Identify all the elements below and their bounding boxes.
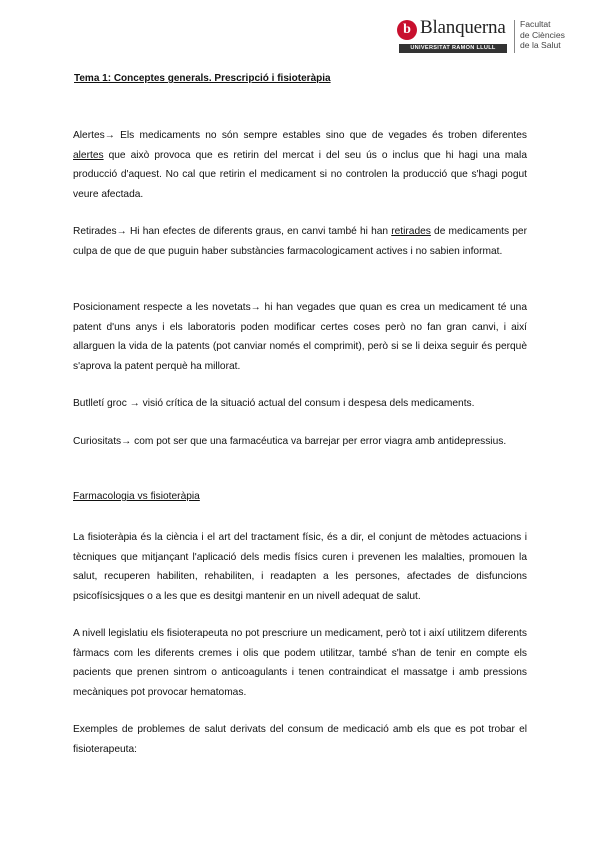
paragraph-curiositats: Curiositats→ com pot ser que una farmacéutica va barrejar per error viagra amb antidepressius. <box>73 436 507 447</box>
paragraph-examples: Exemples de problemes de salut derivats del consum de medicació amb els que es pot trobar el fisioterapeuta: <box>73 724 527 755</box>
paragraph-posicionament: Posicionament respecte a les novetats→ hi han vegades que quan es crea un medicament té una patent d'uns anys i els laboratoris poden modificar certes coses però no fan gran canvi, i així allarguen la vida de la patents (pot canviar només el comprimit), però si se li deixa seguir és perquè s'aprova la patent perquè ha millorat. <box>73 302 527 372</box>
paragraph-butlleti: Butlletí groc → visió crítica de la situació actual del consum i despesa dels medicaments. <box>73 398 475 409</box>
faculty-line: Facultat <box>520 19 551 29</box>
page-title: Tema 1: Conceptes generals. Prescripció i fisioteràpia <box>74 73 331 84</box>
alertes-term: alertes <box>73 149 104 161</box>
text: Alertes→ Els medicaments no són sempre estables sino que de vegades és troben diferentes <box>73 130 527 141</box>
brand-name: Blanquerna <box>420 17 506 38</box>
faculty-line: de la Salut <box>520 40 561 50</box>
text: que això provoca que es retirin del mercat i del seu ús o inclus que hi hagi una mala producció d'aquest. No cal que retirin el medicament si no controlen la producció que s'hagi pogut veure afectada. <box>73 149 527 200</box>
text: de medicaments per culpa de que de que puguin haber substàncies farmacologicament actives i no sabien informat. <box>73 226 527 257</box>
paragraph-alertes <box>73 126 527 204</box>
faculty-line: de Ciències <box>520 29 565 40</box>
text: Retirades→ Hi han efectes de diferents graus, en canvi també hi han <box>73 226 392 237</box>
blanquerna-logo <box>397 18 577 56</box>
faculty-label <box>520 19 565 51</box>
paragraph-legal: A nivell legislatiu els fisioterapeuta no pot prescriure un medicament, però tot i així utilitzem diferents fàrmacs com les diferents cremes i olis que podem utilitzar, també s'han de tenir en compte els pacients que prenen sintrom o anticoagulants i tenen contraindicat el massatge i amb pressions mecàniques pot provocar hematomas. <box>73 628 527 698</box>
logo-divider <box>514 20 515 53</box>
section-heading: Farmacologia vs fisioteràpia <box>73 491 200 502</box>
paragraph-retirades <box>73 222 527 261</box>
paragraph-definition: La fisioteràpia és la ciència i el art del tractament físic, és a dir, el conjunt de mètodes actuacions i tècniques que mitjançant l'aplicació dels medis físics curen i prevenen les malalties, promouen la salut, recuperen habiliten, rehabiliten, i readapten a les persones, afectades de disfuncions psicofísicsjques o a les que es desitgi mantenir en un nivell adequat de salut. <box>73 532 527 602</box>
retirades-term: retirades <box>391 226 431 237</box>
logo-mark: b <box>397 20 417 40</box>
university-label: UNIVERSITAT RAMON LLULL <box>399 44 507 53</box>
